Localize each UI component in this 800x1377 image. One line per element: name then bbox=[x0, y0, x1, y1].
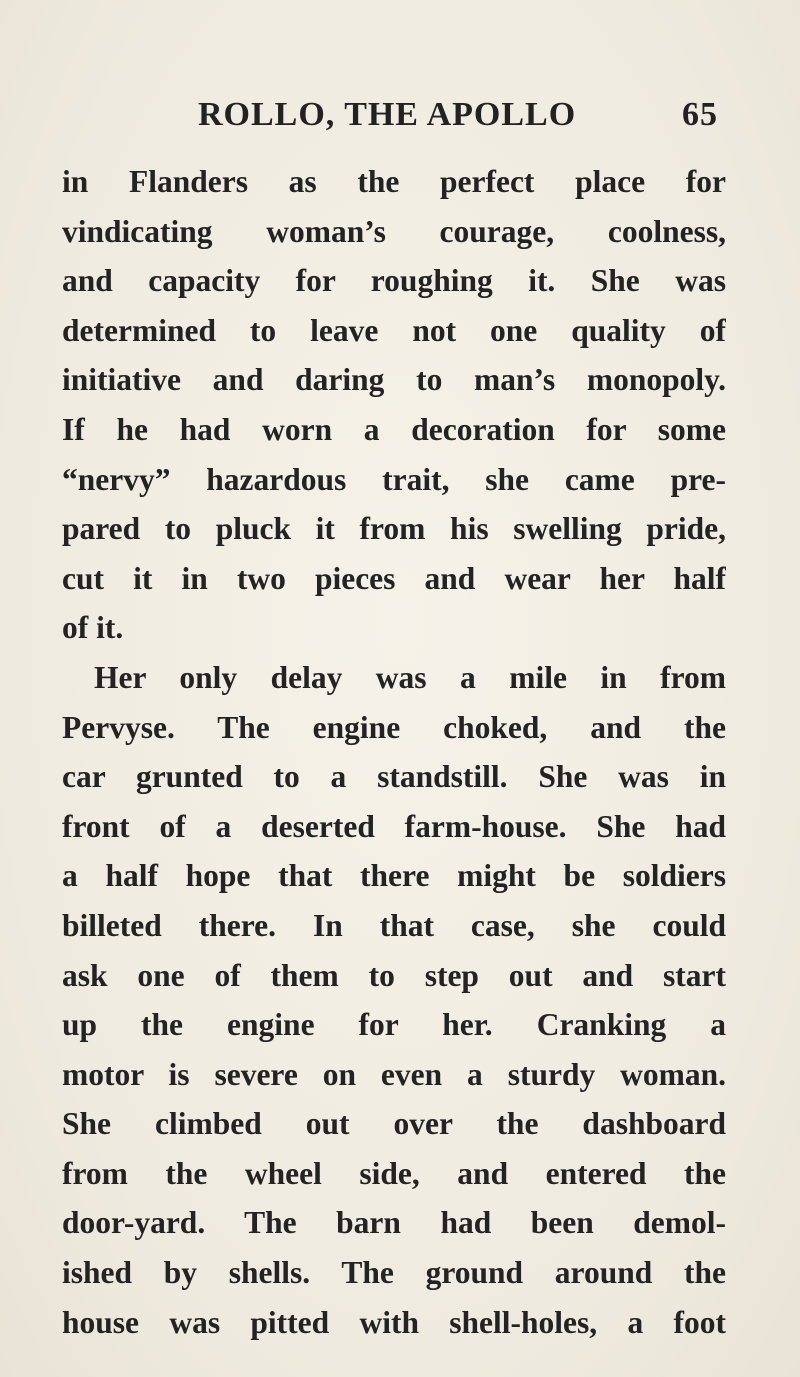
text-line: motor is severe on even a sturdy woman. bbox=[62, 1056, 726, 1092]
text-line: If he had worn a decoration for some bbox=[62, 411, 726, 447]
text-line: ask one of them to step out and start bbox=[62, 957, 726, 993]
text-line: Pervyse. The engine choked, and the bbox=[62, 709, 726, 745]
text-line: car grunted to a standstill. She was in bbox=[62, 759, 726, 795]
text-line: “nervy” hazardous trait, she came pre- bbox=[62, 461, 726, 497]
text-line: door-yard. The barn had been demol- bbox=[62, 1205, 726, 1241]
text-line: up the engine for her. Cranking a bbox=[62, 1007, 726, 1043]
text-line: a half hope that there might be soldiers bbox=[62, 858, 726, 894]
text-line: front of a deserted farm-house. She had bbox=[62, 808, 726, 844]
text-line: billeted there. In that case, she could bbox=[62, 907, 726, 943]
text-line: from the wheel side, and entered the bbox=[62, 1155, 726, 1191]
text-line: determined to leave not one quality of bbox=[62, 312, 726, 348]
text-line: Her only delay was a mile in from bbox=[94, 659, 726, 695]
page-number: 65 bbox=[682, 96, 718, 133]
text-line: She climbed out over the dashboard bbox=[62, 1106, 726, 1142]
running-title: ROLLO, THE APOLLO bbox=[198, 96, 577, 133]
body-text bbox=[62, 157, 726, 1347]
text-line: ished by shells. The ground around the bbox=[62, 1255, 726, 1291]
text-line: pared to pluck it from his swelling pride, bbox=[62, 511, 726, 547]
text-line: cut it in two pieces and wear her half bbox=[62, 560, 726, 596]
text-line: initiative and daring to man’s monopoly. bbox=[62, 362, 726, 398]
text-line: and capacity for roughing it. She was bbox=[62, 263, 726, 299]
text-line: in Flanders as the perfect place for bbox=[62, 164, 726, 199]
running-head bbox=[198, 96, 718, 146]
text-line: of it. bbox=[62, 610, 124, 646]
text-line: house was pitted with shell-holes, a foot bbox=[62, 1304, 726, 1340]
text-line: vindicating woman’s courage, coolness, bbox=[62, 213, 726, 249]
